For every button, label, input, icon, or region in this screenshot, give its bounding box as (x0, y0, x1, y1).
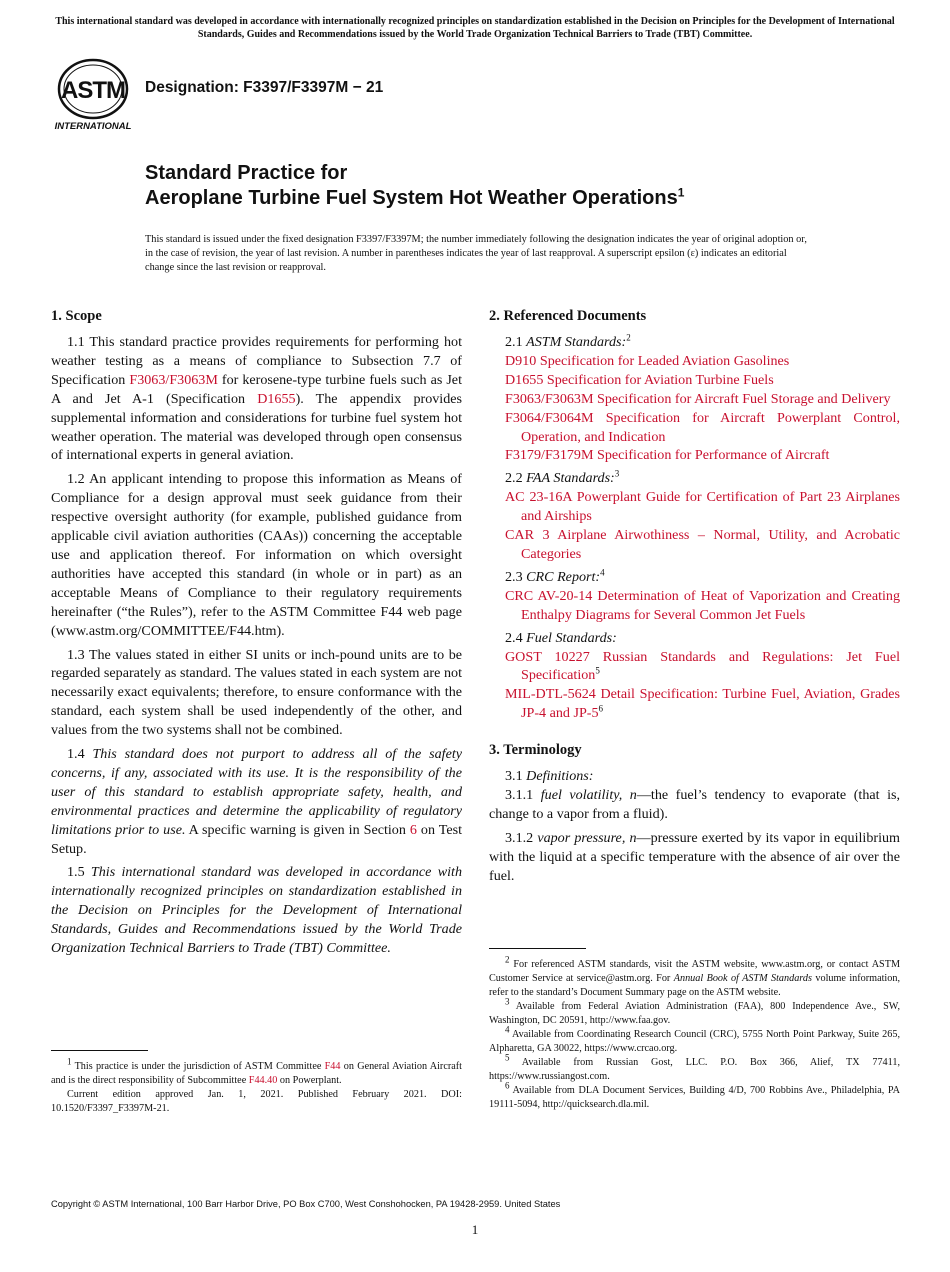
ref-code-gost[interactable]: GOST 10227 (505, 648, 590, 665)
faa-standards-list (489, 488, 900, 564)
astm-logo (52, 58, 134, 132)
fuel-standards-list (489, 648, 900, 724)
issue-note: This standard is issued under the fixed designation F3397/F3397M; the number immediately following the designation indicates the year of original adoption or, in the case of revision, the year of last revision. A number in parentheses indicates the year of last reapproval. A superscript epsilon (ε) indicates an editorial change since the last revision or reapproval. (145, 234, 807, 273)
title-footnote-mark[interactable]: 1 (677, 185, 685, 200)
footnote-3: $^3$ Available from Federal Aviation Administration (FAA), 800 Independence Ave., SW, Washington, DC 20591, http://www.faa.gov. (489, 996, 900, 1026)
footnote-5: $^5$ Available from Russian Gost, LLC. P.O. Box 366, Alief, TX 77411, https://www.russiangost.com. (489, 1052, 900, 1082)
astm-logo-letters: ASTM (61, 77, 125, 104)
footnote-6: $^6$ Available from DLA Document Services, Building 4/D, 700 Robbins Ave., Philadelphia, PA 19111-5094, http://quicksearch.dla.mil. (489, 1080, 900, 1110)
ref-code-f3063[interactable]: F3063/F3063M (505, 390, 594, 407)
ref-item: D910 Specification for Leaded Aviation Gasolines (505, 352, 790, 369)
page-number: 1 (471, 1222, 479, 1237)
ref-item: GOST 10227 Russian Standards and Regulations: Jet Fuel Specification$^5$ (505, 648, 900, 684)
scope-1-1: 1.1 This standard practice provides requirements for performing hot weather testing as a means of compliance to Subsection 7.7 of Specification F3063/F3063M for kerosene-type turbine fuels such as Jet A and Jet A-1 (Specification D1655). The appendix provides supplemental information and considerations for turbine fuel system hot weather operation. The material was developed through open consensus of international experts in general aviation. (51, 334, 462, 464)
astm-logo-subtext: INTERNATIONAL (54, 121, 132, 132)
term-fuel-volatility: 3.1.1 fuel volatility, n—the fuel’s tendency to evaporate (that is, change to a vapor from a fluid). (489, 787, 900, 822)
footnote-4: $^4$ Available from Coordinating Research Council (CRC), 5755 North Point Parkway, Suite 265, Alpharetta, GA 30022, https://www.crcao.org. (489, 1024, 900, 1054)
term-vapor-pressure: 3.1.2 vapor pressure, n—pressure exerted by its vapor in equilibrium with the liquid at a specific temperature with the absence of air over the fuel. (489, 829, 900, 884)
ref-code-crc[interactable]: CRC AV-20-14 (505, 587, 593, 604)
designation: Designation: F3397/F3397M − 21 (145, 79, 384, 96)
ref-item: MIL-DTL-5624 Detail Specification: Turbine Fuel, Aviation, Grades JP-4 and $JP-5^6$ (505, 686, 900, 722)
ref-code-ac23[interactable]: AC 23-16A (505, 489, 572, 506)
ref-code-d910[interactable]: D910 (505, 352, 537, 369)
title-line-2: Aeroplane Turbine Fuel System Hot Weather Operations (145, 187, 678, 209)
ref-code-car3[interactable]: CAR 3 (505, 527, 550, 544)
footnote-rule-left (51, 1050, 148, 1051)
ref-code-d1655[interactable]: D1655 (505, 371, 544, 388)
ref-item: F3063/F3063M Specification for Aircraft Fuel Storage and Delivery (505, 390, 891, 407)
copyright: Copyright © ASTM International, 100 Barr Harbor Drive, PO Box C700, West Conshohocken, PA 19428-2959. United States (51, 1199, 561, 1209)
faa-standards-label: 2.2 FAA Standards:$^3$ (505, 468, 620, 487)
ref-item: CAR 3 Airplane Airwothiness – Normal, Utility, and Acrobatic Categories (505, 527, 900, 562)
title-line-1: Standard Practice for (145, 162, 348, 184)
scope-1-3: 1.3 The values stated in either SI units or inch-pound units are to be regarded separately as standard. The values stated in each system are not necessarily exact equivalents; therefore, to ensure conformance with the standard, each system shall be used independently of the other, and values from the two systems shall not be combined. (51, 646, 462, 739)
top-notice: This international standard was developed in accordance with internationally recognized principles on standardization established in the Decision on Principles for the Development of International Standards, Guides and Recommendations issued by the World Trade Organization Technical Barriers to Trade (TBT) Committee. (55, 16, 895, 40)
ref-code-mil[interactable]: MIL-DTL-5624 (505, 686, 596, 703)
left-column (51, 307, 462, 963)
footnote-1: $^1$ This practice is under the jurisdiction of ASTM Committee F44 on General Aviation Aircraft and is the direct responsibility of Subcommittee F44.40 on Powerplant. (51, 1056, 462, 1086)
ref-code-f3179[interactable]: F3179/F3179M (505, 447, 594, 464)
astm-standards-list (489, 352, 900, 465)
ref-item: D1655 Specification for Aviation Turbine Fuels (505, 371, 774, 388)
footnote-rule-right (489, 948, 586, 949)
link-f44-40[interactable]: F44.40 (248, 1075, 278, 1086)
scope-1-4: 1.4 This standard does not purport to address all of the safety concerns, if any, associated with its use. It is the responsibility of the user of this standard to establish appropriate safety, health, and environmental practices and determine the applicability of regulatory limitations prior to use. A specific warning is given in Section 6 on Test Setup. (51, 746, 462, 857)
document-title (145, 161, 684, 211)
referenced-heading: 2. Referenced Documents (489, 308, 647, 324)
definitions-label: 3.1 Definitions: (505, 768, 594, 785)
ref-item: AC 23-16A Powerplant Guide for Certification of Part 23 Airplanes and Airships (505, 489, 900, 525)
right-column (489, 307, 900, 891)
scope-heading: 1. Scope (51, 308, 102, 324)
footnotes-right (489, 954, 900, 1112)
fuel-standards-label: 2.4 Fuel Standards: (505, 629, 617, 646)
footnotes-left (51, 1056, 462, 1116)
link-d1655[interactable]: D1655 (257, 390, 296, 407)
ref-item: F3064/F3064M Specification for Aircraft Powerplant Control, Operation, and Indication (505, 409, 900, 445)
link-f3063[interactable]: F3063/F3063M (129, 371, 218, 388)
terminology-heading: 3. Terminology (489, 742, 582, 759)
scope-1-5: 1.5 This international standard was developed in accordance with internationally recognized principles on standardization established in the Decision on Principles for the Development of International Standards, Guides and Recommendations issued by the World Trade Organization Technical Barriers to Trade (TBT) Committee. (51, 864, 462, 957)
crc-report-label: 2.3 CRC Report:$^4$ (505, 567, 605, 585)
ref-item: F3179/F3179M Specification for Performance of Aircraft (505, 447, 830, 464)
astm-standards-label: 2.1 ASTM Standards:$^2$ (505, 332, 631, 350)
scope-1-2: 1.2 An applicant intending to propose this information as Means of Compliance for a design approval must seek guidance from their respective oversight authority (for example, published guidance from applicable civil aviation authorities (CAAs)) concerning the acceptable use and application thereof. For information on which oversight authorities have accepted this standard (in whole or in part) as an acceptable Means of Compliance to their regulatory requirements hereinafter (“the Rules”), refer to the ASTM Committee F44 web page (www.astm.org/COMMITTEE/F44.htm). (51, 471, 462, 639)
link-section-6[interactable]: 6 (409, 821, 417, 838)
footnote-2: $^2$ For referenced ASTM standards, visit the ASTM website, www.astm.org, or contact ASTM Customer Service at service@astm.org. For Annual Book of ASTM Standards volume information, refer to the standard’s Document Summary page on the ASTM website. (489, 954, 900, 998)
link-f44[interactable]: F44 (324, 1061, 341, 1072)
ref-code-f3064[interactable]: F3064/F3064M (505, 409, 594, 426)
ref-item: CRC AV-20-14 Determination of Heat of Vaporization and Creating Enthalpy Diagrams for Several Common Jet Fuels (505, 587, 900, 623)
crc-report-list (489, 587, 900, 625)
footnote-1-edition: Current edition approved Jan. 1, 2021. Published February 2021. DOI: 10.1520/F3397_F3397M-21. (51, 1089, 462, 1114)
